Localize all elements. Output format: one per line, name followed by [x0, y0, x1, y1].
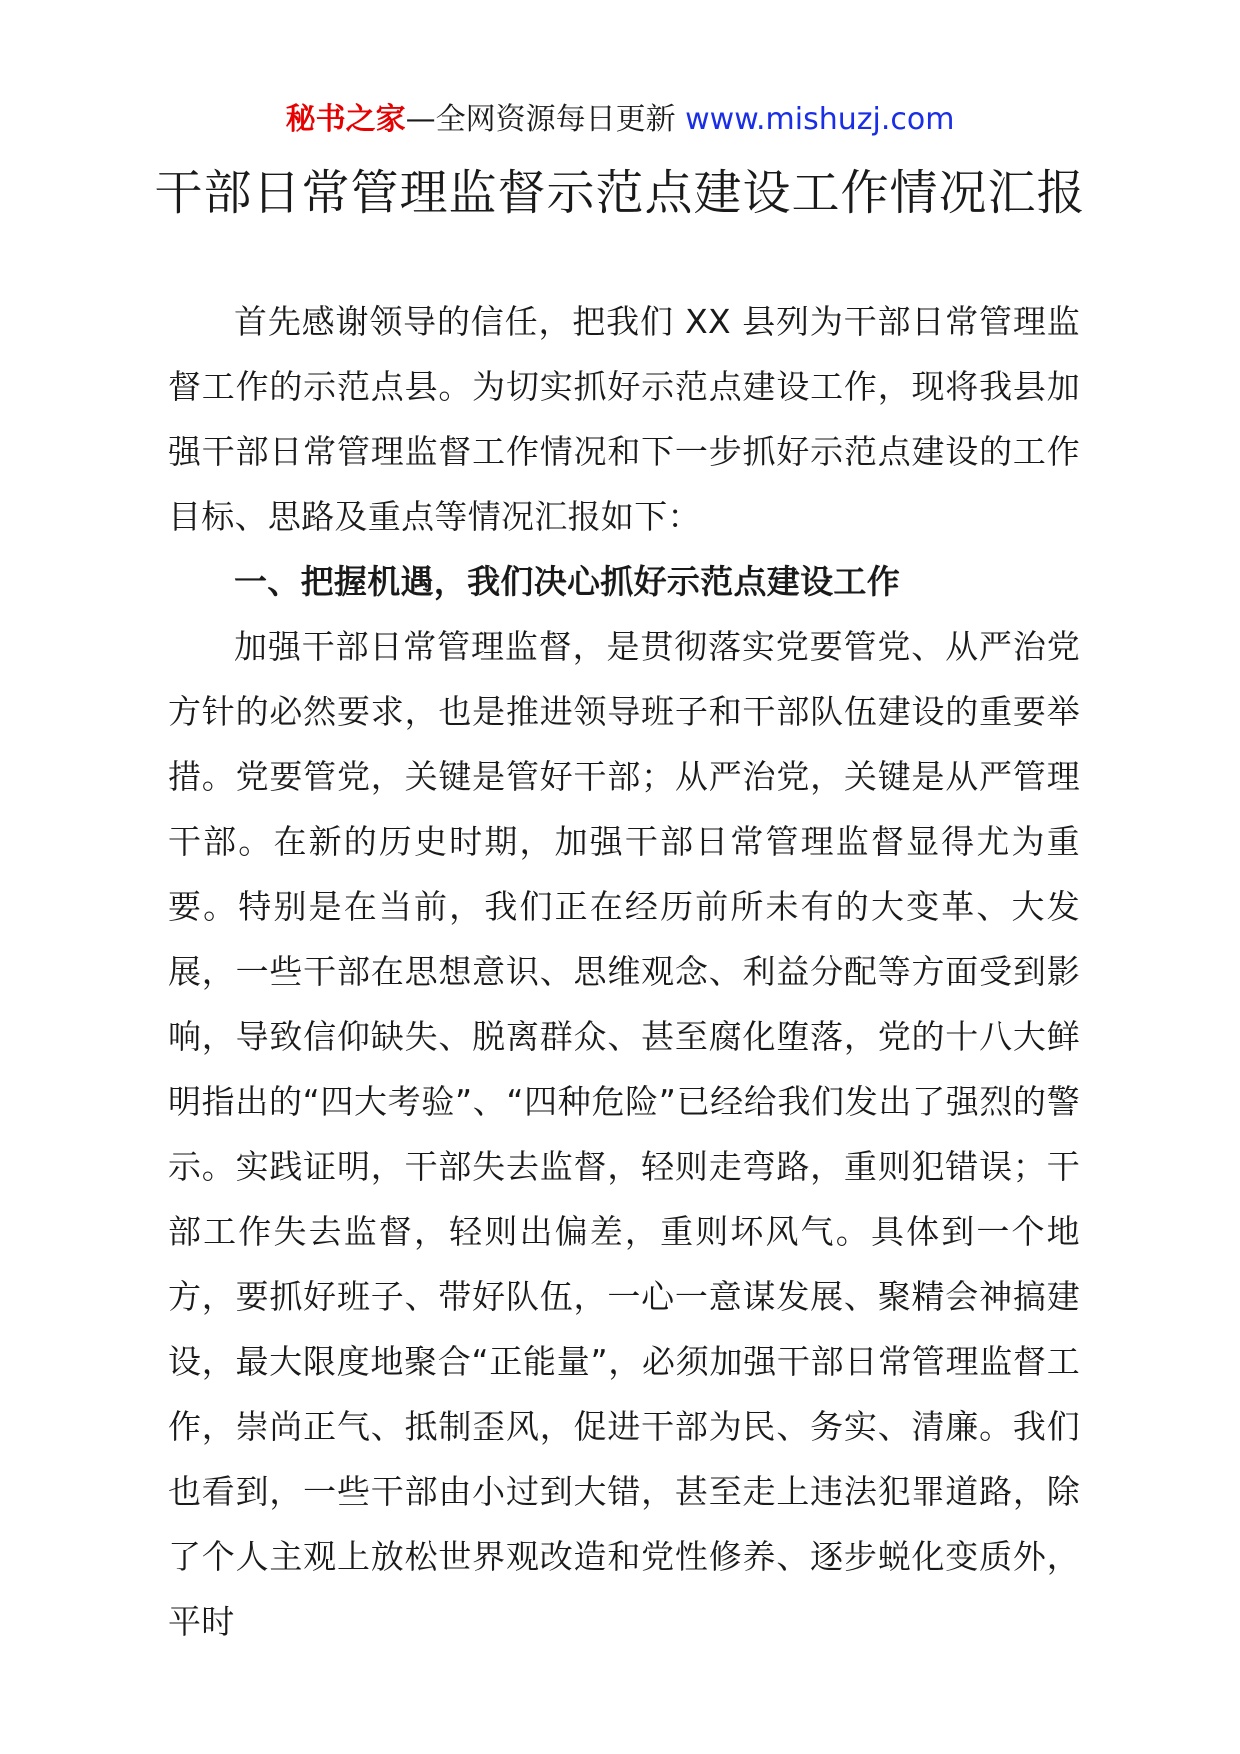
document-body: [168, 289, 1080, 1654]
site-header: [0, 100, 1240, 140]
intro-paragraph: 首先感谢领导的信任，把我们 XX 县列为干部日常管理监督工作的示范点县。为切实抓好示范点建设工作，现将我县加强干部日常管理监督工作情况和下一步抓好示范点建设的工作目标、思路及重点等情况汇报如下：: [168, 302, 1080, 536]
site-tagline: —全网资源每日更新: [405, 102, 676, 137]
body-paragraph: 加强干部日常管理监督，是贯彻落实党要管党、从严治党方针的必然要求，也是推进领导班子和干部队伍建设的重要举措。党要管党，关键是管好干部；从严治党，关键是从严管理干部。在新的历史时期，加强干部日常管理监督显得尤为重要。特别是在当前，我们正在经历前所未有的大变革、大发展，一些干部在思想意识、思维观念、利益分配等方面受到影响，导致信仰缺失、脱离群众、甚至腐化堕落，党的十八大鲜明指出的“四大考验”、“四种危险”已经给我们发出了强烈的警示。实践证明，干部失去监督，轻则走弯路，重则犯错误；干部工作失去监督，轻则出偏差，重则坏风气。具体到一个地方，要抓好班子、带好队伍，一心一意谋发展、聚精会神搞建设，最大限度地聚合“正能量”，必须加强干部日常管理监督工作，崇尚正气、抵制歪风，促进干部为民、务实、清廉。我们也看到，一些干部由小过到大错，甚至走上违法犯罪道路，除了个人主观上放松世界观改造和党性修养、逐步蜕化变质外，平时: [168, 627, 1080, 1641]
section-heading: 一、把握机遇，我们决心抓好示范点建设工作: [234, 562, 900, 601]
document-title: 干部日常管理监督示范点建设工作情况汇报: [154, 165, 1086, 221]
site-url-link[interactable]: www.mishuzj.com: [685, 102, 955, 137]
site-brand: 秘书之家: [285, 102, 406, 137]
